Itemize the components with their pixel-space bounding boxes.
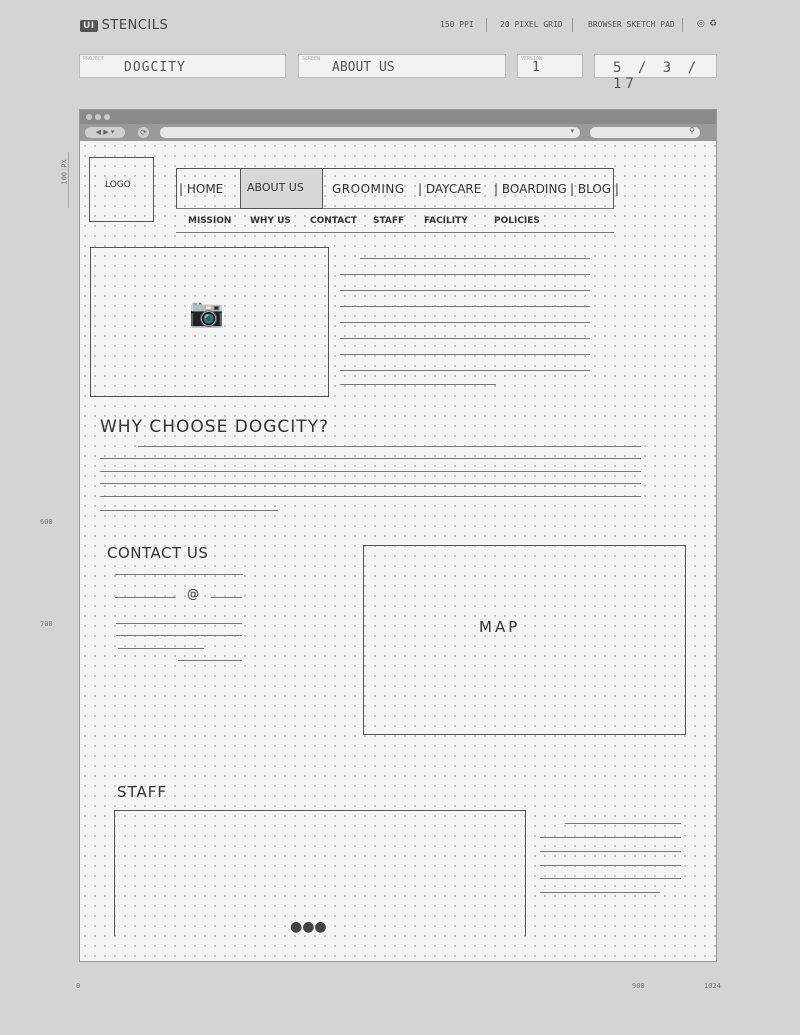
project-field[interactable] <box>79 54 286 78</box>
text-line <box>100 483 641 484</box>
text-line <box>340 306 590 307</box>
text-line <box>100 471 641 472</box>
version-field[interactable] <box>517 54 583 78</box>
nav-item-boarding[interactable]: | BOARDING <box>494 182 567 196</box>
text-line <box>211 597 242 598</box>
ruler-label: 100 PX <box>60 159 69 185</box>
text-line <box>100 510 278 511</box>
nav-item-daycare[interactable]: | DAYCARE <box>418 182 482 196</box>
subnav-underline <box>176 232 614 233</box>
screen-value: ABOUT US <box>332 60 395 75</box>
text-line <box>540 892 660 893</box>
date-field[interactable] <box>594 54 717 92</box>
circle-icon: ◎ <box>697 19 705 29</box>
recycle-icon: ♻ <box>709 19 718 29</box>
text-line <box>100 496 641 497</box>
text-line <box>340 384 496 385</box>
contact-at-sign: @ <box>187 587 199 601</box>
version-label: VERSION <box>521 56 543 62</box>
ruler-label: 900 <box>632 982 645 990</box>
why-heading: WHY CHOOSE DOGCITY? <box>100 417 330 437</box>
back-forward-buttons[interactable]: ◀ ▶ ▾ <box>85 127 125 138</box>
text-line <box>540 837 681 838</box>
ruler-label: 600 <box>40 518 53 526</box>
date-value: 5 / 3 / 17 <box>613 60 701 92</box>
spec-divider <box>682 18 683 32</box>
search-bar[interactable] <box>590 127 700 138</box>
window-dot[interactable] <box>86 114 92 120</box>
window-dot[interactable] <box>104 114 110 120</box>
dropdown-icon[interactable]: ▾ <box>570 127 574 135</box>
subnav-facility[interactable]: FACILITY <box>424 216 468 226</box>
brand-name: STENCILS <box>101 18 169 33</box>
ruler-label: 1024 <box>704 982 721 990</box>
staff-people-icon: ●●● <box>290 919 327 935</box>
hero-image-placeholder <box>90 247 329 397</box>
subnav-staff[interactable]: STAFF <box>373 216 405 226</box>
subnav-mission[interactable]: MISSION <box>188 216 232 226</box>
map-label: MAP <box>479 618 521 636</box>
staff-heading: STAFF <box>117 783 168 801</box>
screen-label: SCREEN <box>302 56 321 62</box>
subnav-policies[interactable]: POLICIES <box>494 216 540 226</box>
refresh-icon[interactable]: ⟳ <box>138 127 149 138</box>
window-dot[interactable] <box>95 114 101 120</box>
brand-logo <box>80 18 168 33</box>
map-placeholder[interactable] <box>363 545 686 735</box>
project-label: PROJECT <box>83 56 105 62</box>
search-icon[interactable]: ⚲ <box>689 126 695 135</box>
camera-icon: 📷 <box>189 296 224 329</box>
subnav-why-us[interactable]: WHY US <box>250 216 291 226</box>
text-line <box>115 597 175 598</box>
browser-titlebar <box>80 110 716 124</box>
brand-badge: UI <box>80 20 98 32</box>
spec-divider <box>486 18 487 32</box>
nav-item-grooming[interactable]: GROOMING <box>332 182 405 196</box>
text-line <box>540 851 681 852</box>
text-line <box>340 322 590 323</box>
text-line <box>540 878 681 879</box>
project-value: DOGCITY <box>124 60 186 75</box>
version-value: 1 <box>532 60 540 75</box>
ruler-label: 0 <box>76 982 81 990</box>
spec-divider <box>572 18 573 32</box>
nav-item-blog[interactable]: | BLOG | <box>570 182 619 196</box>
text-line <box>360 258 590 259</box>
text-line <box>116 635 242 636</box>
logo-box <box>89 157 154 222</box>
screen-field[interactable] <box>298 54 506 78</box>
text-line <box>340 354 590 355</box>
contact-heading: CONTACT US <box>107 544 209 562</box>
staff-image-placeholder <box>114 810 526 936</box>
nav-item-label: ABOUT US <box>247 181 304 194</box>
browser-toolbar <box>80 124 716 141</box>
text-line <box>118 648 204 649</box>
text-line <box>340 274 590 275</box>
text-line <box>138 446 641 447</box>
text-line <box>178 660 242 661</box>
text-line <box>340 338 590 339</box>
text-line <box>340 370 590 371</box>
spec-grid: 20 PIXEL GRID <box>500 20 563 29</box>
text-line <box>115 574 243 575</box>
sketch-canvas <box>80 141 716 961</box>
text-line <box>100 458 641 459</box>
nav-item-about-us[interactable] <box>240 168 323 209</box>
text-line <box>340 290 590 291</box>
spec-pad: BROWSER SKETCH PAD <box>588 20 675 29</box>
text-line <box>116 623 242 624</box>
subnav-contact[interactable]: CONTACT <box>310 216 357 226</box>
text-line <box>540 865 681 866</box>
nav-item-home[interactable]: | HOME <box>179 182 224 196</box>
address-bar[interactable] <box>160 127 580 138</box>
text-line <box>565 823 681 824</box>
ruler-label: 700 <box>40 620 53 628</box>
logo-label: LOGO <box>105 180 131 190</box>
spec-ppi: 150 PPI <box>440 20 474 29</box>
browser-frame <box>79 109 717 962</box>
